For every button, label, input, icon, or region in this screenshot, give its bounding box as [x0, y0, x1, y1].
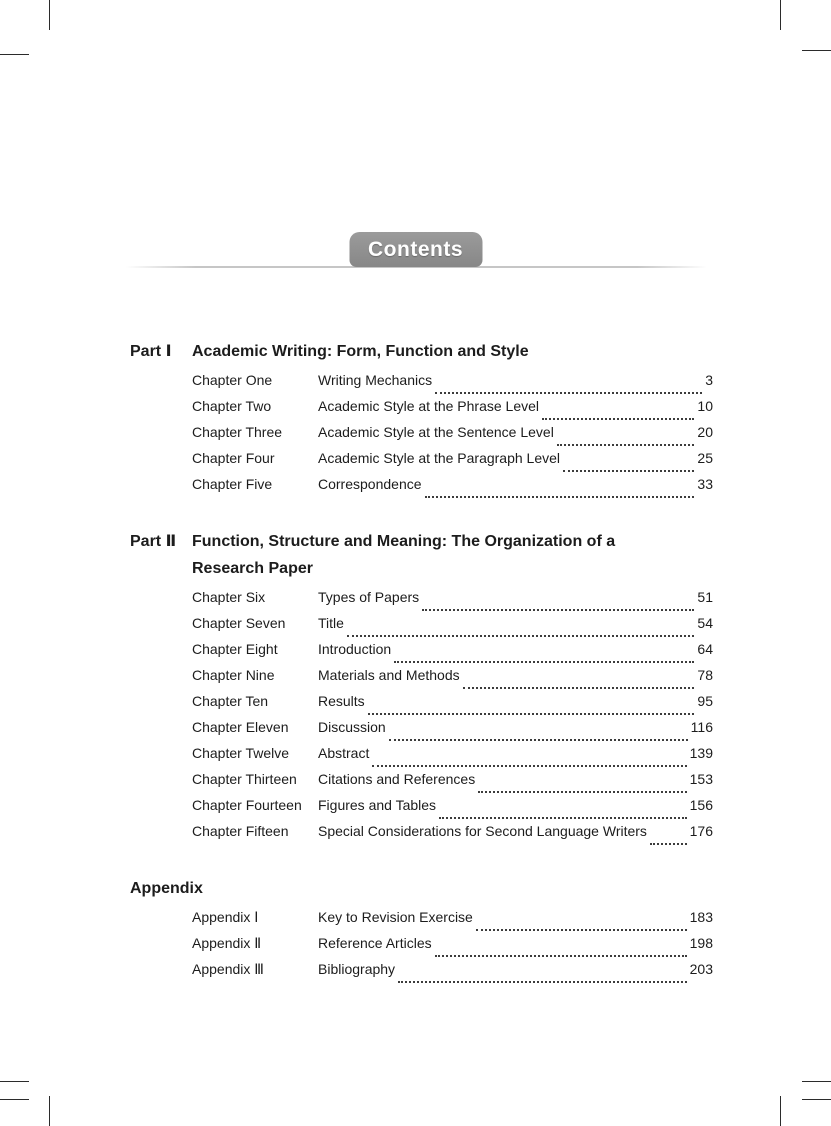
part-label: Appendix: [130, 880, 203, 897]
toc-entry-page-number: 95: [697, 693, 713, 709]
toc-entry-chapter-label: Chapter Thirteen: [192, 771, 297, 787]
toc-entry-page-number: 139: [689, 745, 713, 761]
part-heading: [130, 875, 713, 902]
toc-entry: [192, 372, 713, 398]
toc-part-appendix: [130, 875, 713, 987]
toc-entry-appendix-label: Appendix Ⅲ: [192, 961, 264, 977]
crop-mark-bottom-left-vertical: [49, 1096, 50, 1126]
toc-entry-title: Title: [318, 615, 344, 631]
toc-entry-title: Special Considerations for Second Language Writers: [318, 823, 647, 839]
toc-entry: [192, 589, 713, 615]
crop-mark-bottom-left-horizontal-1: [0, 1081, 29, 1082]
toc-entry-title: Citations and References: [318, 771, 476, 787]
dot-leader: [435, 392, 702, 394]
toc-entry-page-number: 51: [697, 589, 713, 605]
dot-leader: [389, 739, 688, 741]
crop-mark-bottom-right-vertical: [780, 1096, 781, 1126]
toc-entry-chapter-label: Chapter Three: [192, 424, 283, 440]
toc-entry-title: Discussion: [318, 719, 386, 735]
dot-leader: [463, 687, 695, 689]
toc-entry-chapter-label: Chapter Five: [192, 476, 273, 492]
toc-entry-appendix-label: Appendix Ⅰ: [192, 909, 259, 925]
toc-entry: [192, 450, 713, 476]
dot-leader: [398, 981, 687, 983]
toc-entry-chapter-label: Chapter Eight: [192, 641, 278, 657]
toc-entry-chapter-label: Chapter Twelve: [192, 745, 290, 761]
toc-entry-title: Materials and Methods: [318, 667, 460, 683]
toc-entry: [192, 615, 713, 641]
toc-entry-title: Reference Articles: [318, 935, 432, 951]
toc-entry-title: Academic Style at the Sentence Level: [318, 424, 554, 440]
dot-leader: [435, 955, 687, 957]
toc-entry-chapter-label: Chapter Fourteen: [192, 797, 302, 813]
toc-entry: [192, 745, 713, 771]
toc-entry-title: Correspondence: [318, 476, 422, 492]
toc-entry: [192, 476, 713, 502]
toc-entry-chapter-label: Chapter Six: [192, 589, 266, 605]
toc-entry-page-number: 20: [697, 424, 713, 440]
part-title-continuation: Research Paper: [192, 560, 313, 577]
toc-entry-page-number: 183: [689, 909, 713, 925]
contents-badge-label: Contents: [368, 237, 463, 261]
toc-entry-appendix-label: Appendix Ⅱ: [192, 935, 262, 951]
part-entries: [192, 372, 713, 502]
toc-entry-chapter-label: Chapter Nine: [192, 667, 275, 683]
dot-leader: [563, 470, 694, 472]
part-label: Part Ⅰ: [130, 343, 172, 360]
toc-part-1: [130, 338, 713, 502]
dot-leader: [425, 496, 695, 498]
toc-entry: [192, 909, 713, 935]
toc-entry-page-number: 116: [690, 719, 713, 735]
toc-entry: [192, 823, 713, 849]
dot-leader: [557, 444, 695, 446]
crop-mark-bottom-right-horizontal-2: [802, 1099, 831, 1100]
toc-entry-page-number: 25: [697, 450, 713, 466]
toc-entry-title: Academic Style at the Paragraph Level: [318, 450, 561, 466]
toc-entry: [192, 693, 713, 719]
toc-entry-page-number: 78: [697, 667, 713, 683]
dot-leader: [476, 929, 687, 931]
contents-badge: [349, 232, 482, 267]
dot-leader: [650, 843, 687, 845]
part-title: Function, Structure and Meaning: The Organization of a: [192, 533, 616, 550]
toc-entry: [192, 398, 713, 424]
dot-leader: [542, 418, 694, 420]
part-entries: [192, 589, 713, 849]
table-of-contents: [130, 338, 713, 1013]
part-heading: [130, 528, 713, 555]
toc-entry-chapter-label: Chapter Fifteen: [192, 823, 289, 839]
toc-entry: [192, 961, 713, 987]
toc-entry-title: Writing Mechanics: [318, 372, 433, 388]
crop-mark-bottom-left-horizontal-2: [0, 1099, 29, 1100]
toc-entry-chapter-label: Chapter Four: [192, 450, 275, 466]
toc-entry-title: Bibliography: [318, 961, 396, 977]
toc-entry-chapter-label: Chapter Two: [192, 398, 272, 414]
part-entries: [192, 909, 713, 987]
toc-entry-chapter-label: Chapter Ten: [192, 693, 269, 709]
toc-entry-chapter-label: Chapter One: [192, 372, 273, 388]
toc-entry-title: Abstract: [318, 745, 370, 761]
toc-entry: [192, 797, 713, 823]
part-title: Academic Writing: Form, Function and Style: [192, 343, 529, 360]
crop-mark-top-right-vertical: [780, 0, 781, 30]
toc-entry-page-number: 203: [689, 961, 713, 977]
toc-entry-page-number: 153: [689, 771, 713, 787]
toc-entry: [192, 935, 713, 961]
toc-entry: [192, 641, 713, 667]
toc-entry-title: Academic Style at the Phrase Level: [318, 398, 540, 414]
toc-entry-title: Figures and Tables: [318, 797, 437, 813]
toc-entry-page-number: 3: [705, 372, 713, 388]
dot-leader: [478, 791, 686, 793]
crop-mark-top-left-horizontal: [0, 54, 29, 55]
part-heading: [130, 338, 713, 365]
dot-leader: [372, 765, 686, 767]
toc-entry-title: Results: [318, 693, 365, 709]
toc-entry: [192, 424, 713, 450]
dot-leader: [394, 661, 694, 663]
crop-mark-top-right-horizontal: [802, 50, 831, 51]
toc-entry-page-number: 64: [697, 641, 713, 657]
crop-mark-top-left-vertical: [49, 0, 50, 30]
toc-entry-page-number: 54: [697, 615, 713, 631]
toc-entry-title: Introduction: [318, 641, 392, 657]
crop-mark-bottom-right-horizontal-1: [802, 1081, 831, 1082]
dot-leader: [368, 713, 695, 715]
toc-entry-page-number: 198: [689, 935, 713, 951]
dot-leader: [439, 817, 687, 819]
toc-entry-page-number: 156: [689, 797, 713, 813]
toc-entry: [192, 667, 713, 693]
dot-leader: [422, 609, 694, 611]
toc-entry-chapter-label: Chapter Seven: [192, 615, 286, 631]
toc-entry-page-number: 10: [697, 398, 713, 414]
toc-entry-title: Key to Revision Exercise: [318, 909, 473, 925]
toc-entry: [192, 771, 713, 797]
dot-leader: [347, 635, 694, 637]
toc-entry-chapter-label: Chapter Eleven: [192, 719, 289, 735]
toc-entry-title: Types of Papers: [318, 589, 420, 605]
toc-entry-page-number: 176: [689, 823, 713, 839]
toc-part-2: [130, 528, 713, 849]
toc-entry-page-number: 33: [697, 476, 713, 492]
part-label: Part Ⅱ: [130, 533, 177, 550]
toc-entry: [192, 719, 713, 745]
